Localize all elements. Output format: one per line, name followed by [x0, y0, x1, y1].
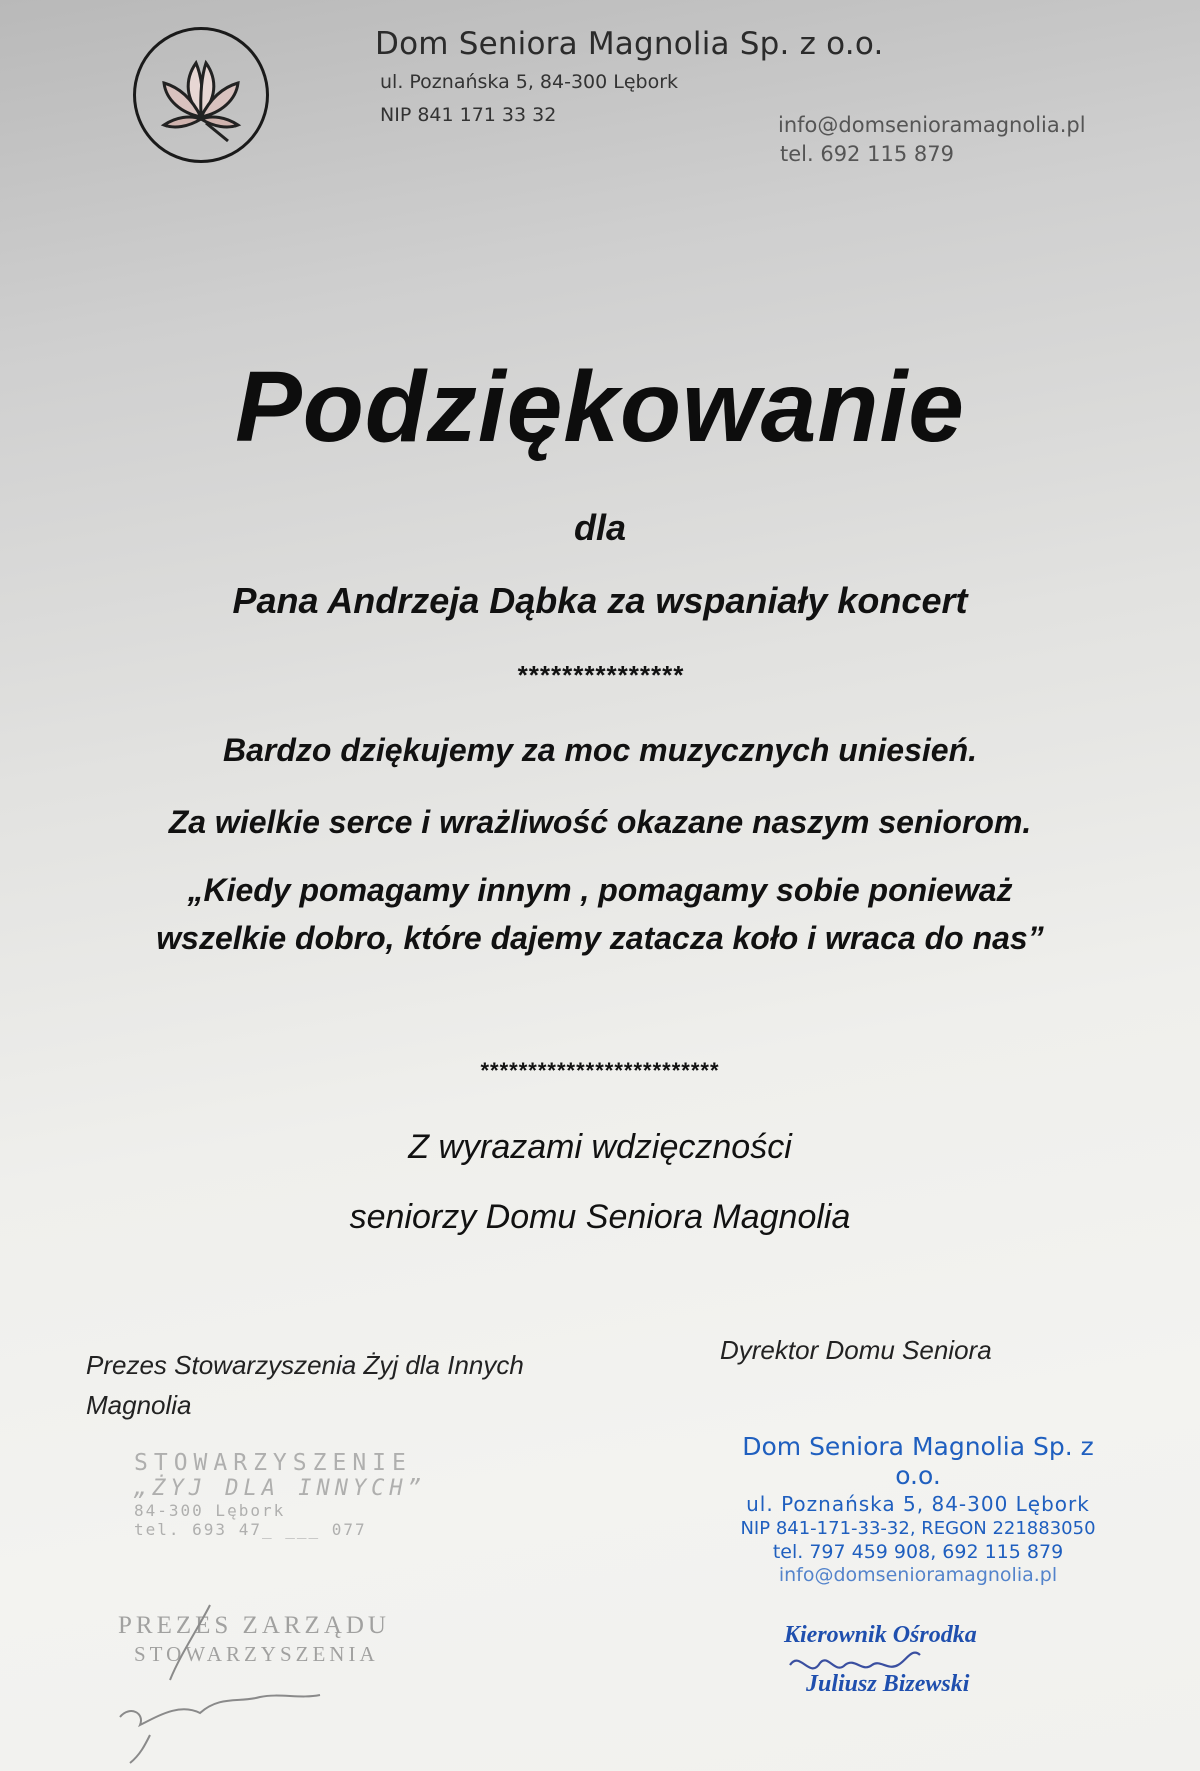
left-signatory-role [86, 1345, 524, 1425]
left-handwritten-signature [110, 1585, 390, 1765]
association-stamp-line-2: „ŻYJ DLA INNYCH” [134, 1476, 426, 1501]
company-stamp-line-5: info@domsenioramagnolia.pl [778, 1564, 1058, 1586]
company-stamp-line-2: ul. Poznańska 5, 84-300 Lębork [746, 1492, 1090, 1516]
header-org-name: Dom Seniora Magnolia Sp. z o.o. [375, 26, 884, 62]
recipient-line: Pana Andrzeja Dąbka za wspaniały koncert [232, 580, 968, 621]
company-stamp-line-3: NIP 841-171-33-32, REGON 221883050 [740, 1518, 1096, 1539]
closing-line-2: seniorzy Domu Seniora Magnolia [349, 1198, 851, 1236]
president-stamp-line-2: STOWARZYSZENIA [134, 1642, 379, 1666]
header-email: info@domsenioramagnolia.pl [778, 113, 1086, 137]
header-nip: NIP 841 171 33 32 [380, 104, 557, 126]
president-stamp-line-1: PREZES ZARZĄDU [118, 1612, 390, 1639]
quote-line-1: „Kiedy pomagamy innym , pomagamy sobie ponieważ [187, 872, 1013, 908]
association-stamp-line-3: 84-300 Lębork [134, 1501, 286, 1520]
association-stamp-line-1: STOWARZYSZENIE [134, 1450, 412, 1476]
magnolia-logo-icon [133, 27, 269, 163]
manager-title: Kierownik Ośrodka [784, 1622, 977, 1648]
document-title: Podziękowanie [235, 351, 965, 463]
company-stamp-line-4: tel. 797 459 908, 692 115 879 [772, 1541, 1064, 1563]
right-signatory-role: Dyrektor Domu Seniora [720, 1335, 992, 1365]
company-stamp [738, 1432, 1098, 1586]
left-role-line-1: Prezes Stowarzyszenia Żyj dla Innych [86, 1350, 524, 1380]
message-line-1: Bardzo dziękujemy za moc muzycznych uniesień. [223, 732, 977, 768]
message-line-2: Za wielkie serce i wrażliwość okazane naszym seniorom. [168, 804, 1032, 840]
association-stamp-line-4: tel. 693 47_ ___ 077 [134, 1520, 367, 1539]
closing-line-1: Z wyrazami wdzięczności [408, 1128, 792, 1166]
company-stamp-line-1: Dom Seniora Magnolia Sp. z o.o. [742, 1432, 1094, 1490]
left-role-line-2: Magnolia [86, 1390, 192, 1420]
association-stamp [134, 1450, 426, 1539]
dla-text: dla [573, 507, 626, 548]
header-address: ul. Poznańska 5, 84-300 Lębork [380, 71, 679, 93]
quote-line-2: wszelkie dobro, które dajemy zatacza koło i wraca do nas” [156, 920, 1044, 956]
separator-stars-long: ************************* [480, 1058, 720, 1083]
magnolia-flower-icon [146, 45, 256, 145]
manager-name: Juliusz Bizewski [806, 1671, 970, 1697]
right-handwritten-signature [780, 1635, 980, 1695]
header-phone: tel. 692 115 879 [780, 142, 954, 166]
separator-stars-short: *************** [516, 660, 684, 690]
